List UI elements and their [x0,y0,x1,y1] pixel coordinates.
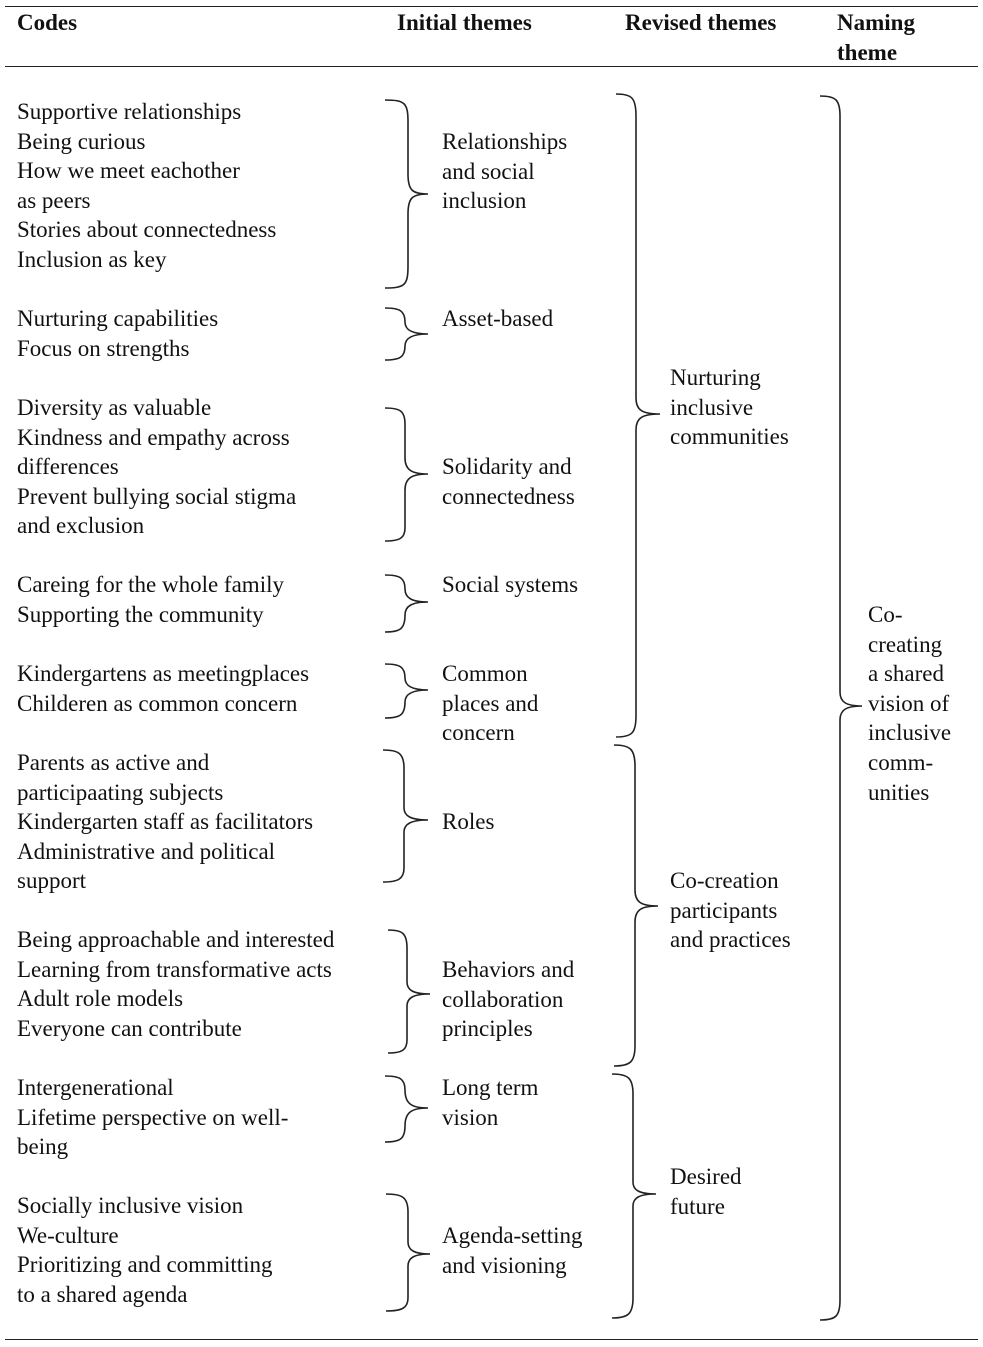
naming-theme-line: creating [868,631,943,657]
revised-theme-line: Co-creation [670,868,779,893]
code-item: as peers [17,187,91,213]
header-revised-themes: Revised themes [625,10,777,35]
brace-relationships [385,100,428,288]
naming-theme-line: inclusive [868,720,952,746]
naming-theme-line: vision of [868,690,950,716]
naming-theme-line: unities [868,779,930,805]
brace-long-term [385,1076,428,1142]
naming-theme-line: a shared [868,661,944,687]
brace-co-creation [614,745,658,1066]
revised-theme-line: participants [670,897,778,923]
brace-solidarity [385,408,428,541]
initial-theme-line: Common [442,661,528,686]
code-item: Everyone can contribute [17,1015,242,1041]
code-item: differences [17,454,119,480]
code-item: and exclusion [17,513,145,539]
code-item: being [17,1134,69,1160]
initial-theme-line: Solidarity and [442,454,572,479]
revised-theme-line: inclusive [670,394,754,420]
brace-roles [383,750,428,882]
initial-theme-line: Relationships [442,129,568,154]
code-item: Kindergarten staff as facilitators [17,809,314,835]
code-item: Kindness and empathy across [17,424,290,450]
initial-theme-line: concern [442,720,515,746]
initial-theme-line: and social [442,158,535,184]
header-codes: Codes [17,10,78,35]
brace-asset-based [385,308,428,360]
brace-agenda [386,1194,430,1311]
initial-theme-line: and visioning [442,1252,567,1278]
code-item: Kindergartens as meetingplaces [17,661,310,686]
code-item: Supportive relationships [17,99,242,124]
revised-theme-line: future [670,1193,725,1219]
code-item: Being approachable and interested [17,927,335,952]
initial-theme-line: collaboration [442,986,564,1012]
initial-theme-line: vision [442,1104,499,1130]
initial-theme-line: principles [442,1016,533,1042]
code-item: Inclusion as key [17,246,167,272]
code-item: Lifetime perspective on well- [17,1104,289,1130]
code-item: We-culture [17,1222,119,1248]
initial-theme-line: places and [442,690,539,716]
code-item: Prevent bullying social stigma [17,483,297,509]
header-naming-theme-line: Naming [837,10,915,35]
initial-theme-line: Long term [442,1075,539,1100]
code-item: Intergenerational [17,1075,174,1100]
code-item: Administrative and political [17,838,276,864]
code-item: Focus on strengths [17,335,190,361]
code-item: Learning from transformative acts [17,956,332,982]
code-item: participaating subjects [17,779,224,805]
initial-theme-line: inclusion [442,188,527,214]
brace-desired-future [612,1074,656,1318]
initial-theme-line: Behaviors and [442,957,575,982]
code-item: How we meet eachother [17,158,240,184]
code-item: Diversity as valuable [17,395,212,420]
code-item: to a shared agenda [17,1281,188,1307]
code-item: Prioritizing and committing [17,1252,273,1278]
brace-common-places [385,664,428,718]
code-item: Parents as active and [17,750,210,775]
initial-theme-line: connectedness [442,483,575,509]
brace-naming [820,96,862,1320]
code-item: Adult role models [17,986,184,1012]
revised-theme-line: communities [670,424,789,450]
brace-behaviors [388,930,430,1053]
brace-social-systems [385,575,428,632]
naming-theme-line: Co- [868,602,903,627]
code-item: Socially inclusive vision [17,1193,244,1218]
code-item: Nurturing capabilities [17,306,219,331]
table-bottom-rule [5,1339,978,1340]
revised-theme-line: Nurturing [670,365,761,390]
code-item: Childeren as common concern [17,690,298,716]
code-item: Being curious [17,128,146,154]
initial-theme-line: Roles [442,809,495,834]
revised-theme-line: Desired [670,1164,742,1189]
naming-theme-line: comm- [868,749,934,775]
brace-nurturing [616,94,660,737]
code-item: Careing for the whole family [17,572,284,597]
revised-theme-line: and practices [670,927,791,953]
code-item: support [17,868,86,894]
header-naming-theme-line: theme [837,39,898,65]
code-item: Supporting the community [17,601,264,627]
initial-theme-line: Agenda-setting [442,1223,583,1248]
code-item: Stories about connectedness [17,217,277,243]
initial-theme-line: Asset-based [442,306,554,331]
initial-theme-line: Social systems [442,572,579,597]
header-initial-themes: Initial themes [397,10,532,35]
